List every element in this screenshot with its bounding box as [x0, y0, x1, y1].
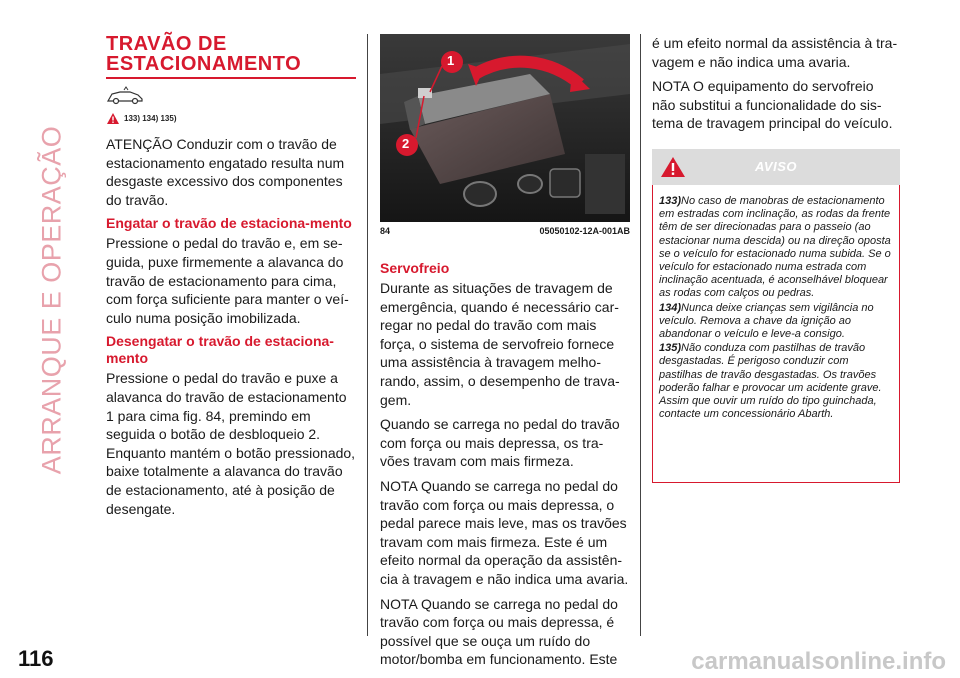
warning-note-135 [659, 342, 893, 421]
warning-note-133 [659, 195, 893, 301]
note-number: 133) [659, 194, 682, 207]
warning-refs-text: 133) 134) 135) [124, 113, 177, 123]
warning-box [652, 185, 900, 483]
column-divider-2 [640, 34, 641, 636]
note-text: No caso de manobras de estacionamento em estradas com inclinação, as rodas da frente têm de ser direcionadas para o passeio (ao estacionar numa descida) ou na direção oposta se o veículo for estacionado numa subida. Se o veículo for estacionado numa estrada com inclinação acentuada, é aconselhável bloquear as rodas com calços ou pedras. [659, 194, 891, 300]
callout-1-label: 1 [447, 53, 455, 68]
disengage-paragraph: Pressione o pedal do travão e puxe a alavanca do travão de estacionamento 1 para cima fig. 84, premindo em seguida o botão de desbloqueio 2. Enquanto mantém o botão pressionado, baixe totalmente a alavanca do travão de estacionamento, até à posição de desengate. [106, 370, 356, 517]
section-title-line1: TRAVÃO DE [106, 33, 227, 55]
column-1 [106, 34, 358, 524]
column-2 [380, 34, 630, 675]
section-title [106, 34, 356, 74]
section-title-line2: ESTACIONAMENTO [106, 53, 302, 75]
callout-2-label: 2 [402, 136, 410, 151]
engage-heading: Engatar o travão de estaciona-mento [106, 215, 352, 232]
figure-code: 05050102-12A-001AB [539, 226, 630, 236]
column-3 [652, 34, 900, 483]
warning-references [106, 111, 358, 125]
figure-caption [380, 226, 630, 240]
warning-box-header [652, 149, 900, 185]
servo-paragraph-2: Quando se carrega no pedal do travão com força ou mais depressa, os tra-vões travam com mais firmeza. [380, 416, 620, 470]
note-number: 135) [659, 342, 682, 355]
disengage-heading: Desengatar o travão de estaciona-mento [106, 333, 334, 367]
warning-note-134 [659, 302, 893, 342]
parking-brake-illustration [380, 34, 630, 222]
warning-triangle-icon [106, 112, 120, 125]
vehicle-symbol-icon [106, 85, 358, 107]
note-paragraph-1: NOTA Quando se carrega no pedal do travão com força ou mais depressa, o pedal parece mais leve, mas os travões travam com mais firmeza. Este é um efeito normal da operação da assistên-cia à travagem e não indica uma avaria. [380, 477, 629, 587]
warning-triangle-icon [660, 156, 686, 178]
engage-paragraph: Pressione o pedal do travão e, em se-guida, puxe firmemente a alavanca do travão de estacionamento para cima, com força suficiente para manter o veí-culo numa posição imobilizada. [106, 235, 349, 326]
column-divider-1 [367, 34, 368, 636]
parking-brake-figure [380, 34, 630, 222]
note-paragraph-3: NOTA O equipamento do servofreio não substitui a funcionalidade do sis-tema de travagem principal do veículo. [652, 78, 893, 132]
title-underline [106, 77, 356, 79]
watermark: carmanualsonline.info [691, 648, 946, 675]
attention-paragraph: ATENÇÃO Conduzir com o travão de estacionamento engatado resulta num desgaste excessivo dos componentes do travão. [106, 136, 345, 208]
section-side-label: ARRANQUE E OPERAÇÃO [36, 125, 67, 475]
note-text: Não conduza com pastilhas de travão desgastadas. É perigoso conduzir com pastilhas de travão desgastadas. Os travões poderão falhar e provocar um acidente grave. Assim que ouvir um ruído do tipo guinchada, contacte um concessionário Abarth. [659, 342, 882, 421]
servo-paragraph: Durante as situações de travagem de emergência, quando é necessário car-regar no pedal do travão com mais força, o sistema de servofreio fornece uma assistência à travagem melho-rando, assim, o desempenho de trava-gem. [380, 280, 620, 408]
note-text: Nunca deixe crianças sem vigilância no veículo. Remova a chave da ignição ao abandonar o veículo e leve-a consigo. [659, 301, 874, 340]
note-number: 134) [659, 301, 682, 314]
continued-paragraph: é um efeito normal da assistência à tra-vagem e não indica uma avaria. [652, 35, 898, 70]
note-paragraph-2: NOTA Quando se carrega no pedal do travão com força ou mais depressa, é possível que se ouça um ruído do motor/bomba em funcionamento. Este [380, 595, 618, 668]
servo-heading: Servofreio [380, 260, 450, 276]
warning-box-title: AVISO [755, 159, 797, 175]
page-number: 116 [18, 646, 54, 671]
figure-number: 84 [380, 226, 391, 236]
